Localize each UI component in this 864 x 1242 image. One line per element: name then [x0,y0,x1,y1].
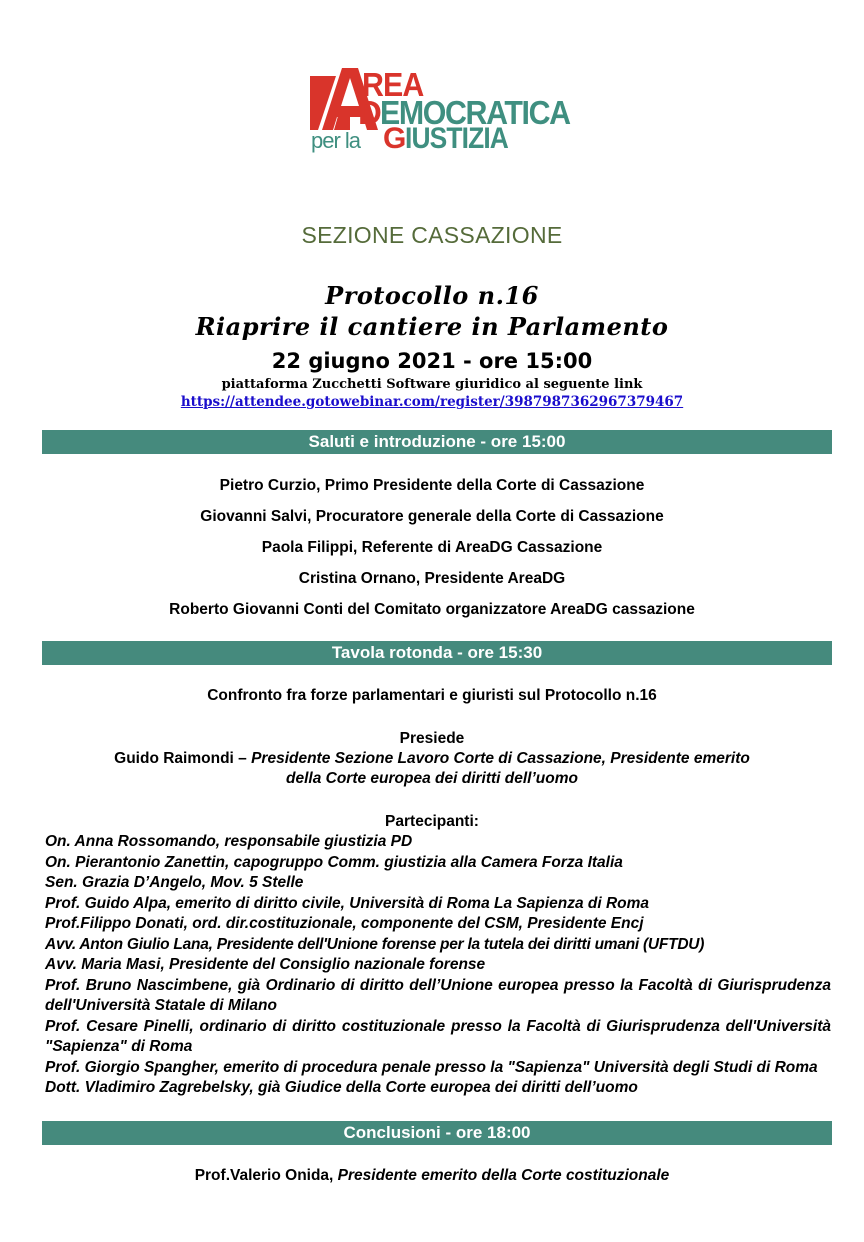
registration-link-row [0,393,864,411]
area-democratica-logo [310,66,572,156]
closing-speaker-role: Presidente emerito della Corte costituzionale [337,1167,670,1184]
logo-text-d: D [358,94,382,131]
participants-list [45,832,831,1099]
participant-item: Prof. Guido Alpa, emerito di diritto civile, Università di Roma La Sapienza di Roma [45,894,650,912]
participant-item: Avv. Anton Giulio Lana, Presidente dell'Unione forense per la tutela dei diritti umani (UFTDU) [45,935,705,953]
speaker-line: Giovanni Salvi, Procuratore generale della Corte di Cassazione [200,508,664,525]
chair-name: Guido Raimondi – [114,750,252,767]
closing-speaker-line [0,1166,864,1186]
participant-item: Avv. Maria Masi, Presidente del Consiglio nazionale forense [45,956,486,973]
speaker-line: Paola Filippi, Referente di AreaDG Cassazione [261,539,603,556]
participant-item: Prof. Cesare Pinelli, ordinario di diritto costituzionale presso la Facoltà di Giurisprudenza dell'Università "Sapienza" di Roma [45,1017,831,1055]
speaker-line: Cristina Ornano, Presidente AreaDG [298,570,566,587]
registration-link[interactable]: https://attendee.gotowebinar.com/register/3987987362967379467 [180,394,684,410]
logo-text-emocratica: EMOCRATICA [380,94,570,131]
speaker-line: Roberto Giovanni Conti del Comitato organizzatore AreaDG cassazione [169,601,695,618]
participant-item: On. Pierantonio Zanettin, capogruppo Comm. giustizia alla Camera Forza Italia [45,853,623,871]
event-subtitle: Riaprire il cantiere in Parlamento [195,312,669,341]
chair-label: Presiede [399,730,465,747]
speaker-line: Pietro Curzio, Primo Presidente della Corte di Cassazione [219,477,645,494]
section-name: SEZIONE CASSAZIONE [301,222,563,248]
participant-item: Prof. Bruno Nascimbene, già Ordinario di diritto dell’Unione europea presso la Facoltà di Giurisprudenza dell'Università Statale di Milano [45,976,831,1014]
participant-item: Prof. Giorgio Spangher, emerito di procedura penale presso la "Sapienza" Università degli Studi di Roma [45,1058,818,1076]
section-bar-tavola-rotonda: Tavola rotonda - ore 15:30 [42,641,832,665]
participant-item: On. Anna Rossomando, responsabile giustizia PD [45,833,413,850]
roundtable-subtitle: Confronto fra forze parlamentari e giuristi sul Protocollo n.16 [207,687,657,704]
logo-text-g: G [383,122,407,155]
participant-item: Prof.Filippo Donati, ord. dir.costituzionale, componente del CSM, Presidente Encj [45,915,644,932]
event-title: Protocollo n.16 [325,281,539,310]
chair-role-continued: della Corte europea dei diritti dell’uomo [286,770,578,787]
section-bar-conclusioni: Conclusioni - ore 18:00 [42,1121,832,1145]
chair-role: Presidente Sezione Lavoro Corte di Cassazione, Presidente emerito [251,750,750,767]
participants-label: Partecipanti: [385,813,479,830]
logo-text-rea: REA [362,66,424,103]
logo-text-iustizia: IUSTIZIA [405,122,508,155]
participant-item: Sen. Grazia D’Angelo, Mov. 5 Stelle [45,874,304,891]
chair-line [0,749,864,769]
event-date: 22 giugno 2021 - ore 15:00 [271,349,593,373]
platform-note: piattaforma Zucchetti Software giuridico al seguente link [221,377,643,392]
closing-speaker-name: Prof.Valerio Onida, [194,1167,338,1184]
logo-text-per-la: per la [311,128,361,153]
participant-item: Dott. Vladimiro Zagrebelsky, già Giudice della Corte europea dei diritti dell’uomo [45,1079,638,1096]
section-bar-saluti: Saluti e introduzione - ore 15:00 [42,430,832,454]
